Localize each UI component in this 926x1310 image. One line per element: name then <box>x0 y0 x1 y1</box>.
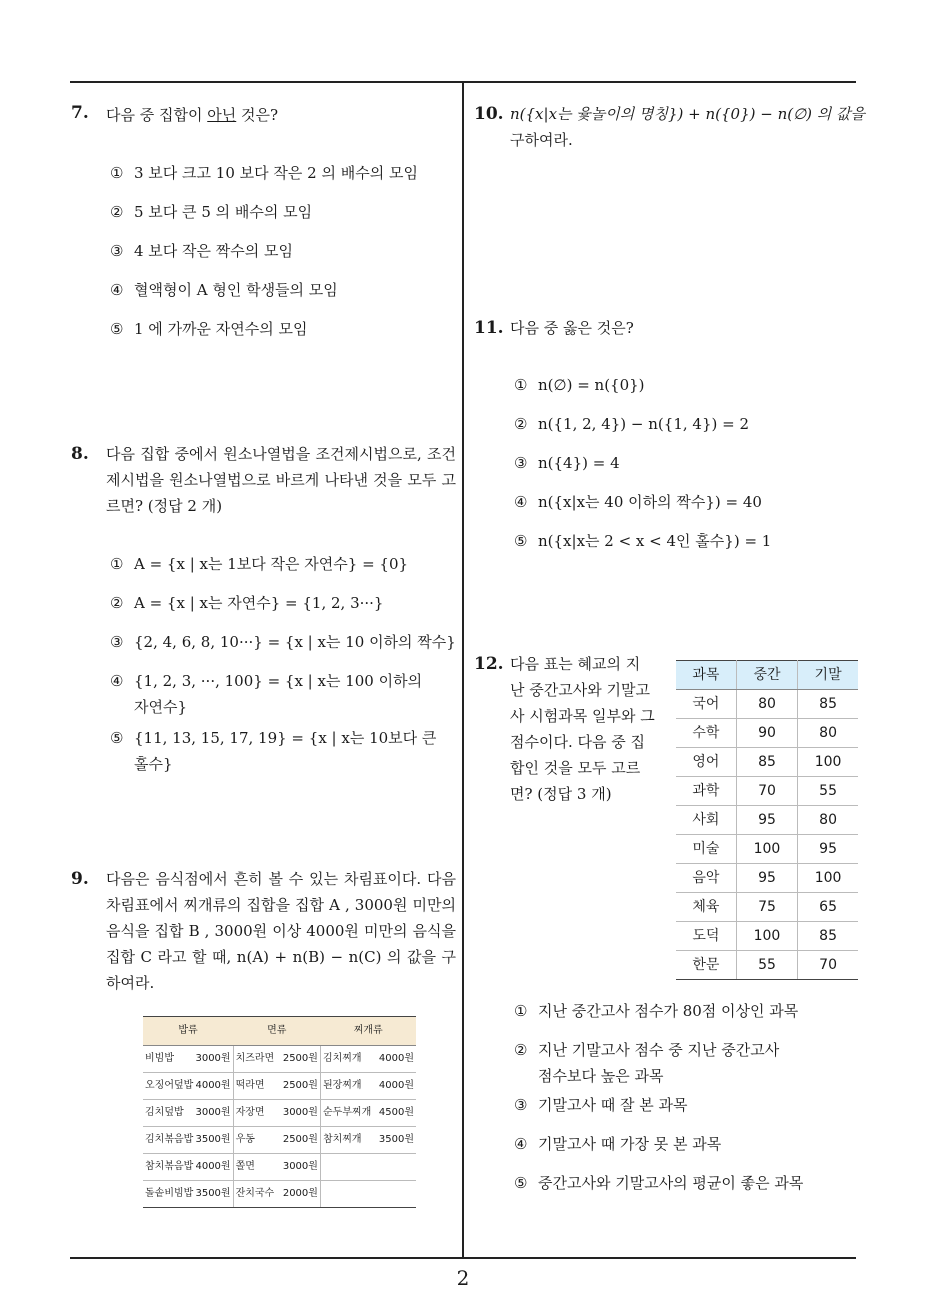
score-midterm: 95 <box>736 806 797 835</box>
menu-item-price: 2500원 <box>282 1080 318 1091</box>
score-midterm: 100 <box>736 922 797 951</box>
q12-number: 12. <box>474 654 504 674</box>
score-subject: 체육 <box>676 893 736 922</box>
q12-text <box>510 651 660 807</box>
menu-header-stew: 찌개류 <box>320 1017 416 1046</box>
q7-option-2[interactable]: ② 5 보다 큰 5 의 배수의 모임 <box>110 203 313 221</box>
q7-text-before: 다음 중 집합이 <box>106 106 208 124</box>
q8-option-3[interactable]: ③ {2, 4, 6, 8, 10···} = {x | x는 10 이하의 짝수} <box>110 633 456 651</box>
score-midterm: 75 <box>736 893 797 922</box>
score-midterm: 85 <box>736 748 797 777</box>
q10-line-2: 구하여라. <box>510 131 573 149</box>
q12-option-1[interactable]: ① 지난 중간고사 점수가 80점 이상인 과목 <box>514 1002 799 1020</box>
q7-option-3[interactable]: ③ 4 보다 작은 짝수의 모임 <box>110 242 294 260</box>
q12-text-line: 다음 표는 혜교의 지 <box>510 655 641 673</box>
score-midterm: 90 <box>736 719 797 748</box>
menu-item-price: 4000원 <box>195 1161 231 1172</box>
q8-option-2[interactable]: ② A = {x | x는 자연수} = {1, 2, 3···} <box>110 594 384 612</box>
score-header-subject: 과목 <box>676 661 736 690</box>
menu-item-name: 떡라면 <box>235 1080 265 1091</box>
menu-item-price: 3500원 <box>195 1134 231 1145</box>
score-midterm: 95 <box>736 864 797 893</box>
menu-item-price: 2500원 <box>282 1134 318 1145</box>
menu-item-price: 3000원 <box>195 1107 231 1118</box>
score-final: 55 <box>798 777 858 806</box>
menu-item-name: 돌솥비빔밥 <box>145 1188 194 1199</box>
menu-item-price: 3000원 <box>195 1053 231 1064</box>
score-midterm: 70 <box>736 777 797 806</box>
score-row <box>676 835 858 864</box>
q9-text: 다음은 음식점에서 흔히 볼 수 있는 차림표이다. 다음 차림표에서 찌개류의 집합을 집합 A , 3000원 미만의 음식을 집합 B , 3000원 이상 4000원 미만의 음식을 집합 C 라고 할 때, n(A) + n(B) − n(C) 의 값을 구하여라. <box>106 870 456 992</box>
score-subject: 미술 <box>676 835 736 864</box>
score-midterm: 55 <box>736 951 797 980</box>
score-subject: 한문 <box>676 951 736 980</box>
menu-item-name: 오징어덮밥 <box>145 1080 194 1091</box>
menu-item-price: 3500원 <box>195 1188 231 1199</box>
score-row <box>676 777 858 806</box>
score-row <box>676 806 858 835</box>
menu-item-name: 된장찌개 <box>322 1080 362 1091</box>
score-subject: 도덕 <box>676 922 736 951</box>
q12-text-line: 난 중간고사와 기말고 <box>510 681 650 699</box>
q12-text-line: 면? (정답 3 개) <box>510 785 612 803</box>
menu-item-name: 순두부찌개 <box>322 1107 372 1118</box>
q12-text-line: 합인 것을 모두 고르 <box>510 759 641 777</box>
score-row <box>676 690 858 719</box>
menu-item-name: 잔치국수 <box>235 1188 275 1199</box>
menu-item-name: 자장면 <box>235 1107 265 1118</box>
menu-item-price: 4000원 <box>195 1080 231 1091</box>
menu-item-price: 4500원 <box>378 1107 414 1118</box>
q11-option-3[interactable]: ③ n({4}) = 4 <box>514 454 620 472</box>
score-subject: 사회 <box>676 806 736 835</box>
q12-option-2[interactable]: ② 지난 기말고사 점수 중 지난 중간고사 점수보다 높은 과목 <box>514 1041 780 1085</box>
q12-option-5[interactable]: ⑤ 중간고사와 기말고사의 평균이 좋은 과목 <box>514 1174 804 1192</box>
score-header-final: 기말 <box>798 661 858 690</box>
q8-option-1[interactable]: ① A = {x | x는 1보다 작은 자연수} = {0} <box>110 555 409 573</box>
q11-text: 다음 중 옳은 것은? <box>510 319 634 337</box>
q7-text-underlined: 아닌 <box>207 106 237 124</box>
q10-line-1: n({x|x는 윷놀이의 명칭}) + n({0}) − n(∅) 의 값을 <box>510 105 866 123</box>
q12-text-line: 사 시험과목 일부와 그 <box>510 707 655 725</box>
score-row <box>676 922 858 951</box>
q7-number: 7. <box>71 103 89 123</box>
menu-item-name: 쫄면 <box>235 1161 255 1172</box>
menu-item-price: 3500원 <box>378 1134 414 1145</box>
score-final: 70 <box>798 951 858 980</box>
score-midterm: 80 <box>736 690 797 719</box>
score-final: 100 <box>798 748 858 777</box>
score-row <box>676 864 858 893</box>
q10-text <box>510 101 866 153</box>
menu-header-rice: 밥류 <box>143 1017 233 1046</box>
q9-number: 9. <box>71 869 89 889</box>
menu-item-name: 우동 <box>235 1134 255 1145</box>
score-table <box>676 660 858 980</box>
menu-header-noodle: 면류 <box>233 1017 320 1046</box>
score-final: 80 <box>798 719 858 748</box>
menu-item-name: 비빔밥 <box>145 1053 174 1064</box>
menu-item-name: 김치볶음밥 <box>145 1134 194 1145</box>
score-row <box>676 719 858 748</box>
bottom-rule <box>70 1257 856 1259</box>
q7-option-1[interactable]: ① 3 보다 크고 10 보다 작은 2 의 배수의 모임 <box>110 164 418 182</box>
q8-option-4[interactable]: ④ {1, 2, 3, ···, 100} = {x | x는 100 이하의 자연수} <box>110 672 423 716</box>
q11-option-2[interactable]: ② n({1, 2, 4}) − n({1, 4}) = 2 <box>514 415 749 433</box>
score-midterm: 100 <box>736 835 797 864</box>
score-subject: 음악 <box>676 864 736 893</box>
score-subject: 영어 <box>676 748 736 777</box>
score-header-row <box>676 661 858 690</box>
menu-item-name: 김치덮밥 <box>145 1107 184 1118</box>
q10-number: 10. <box>474 104 504 124</box>
q7-option-4[interactable]: ④ 혈액형이 A 형인 학생들의 모임 <box>110 281 338 299</box>
score-row <box>676 748 858 777</box>
q12-option-3[interactable]: ③ 기말고사 때 잘 본 과목 <box>514 1096 688 1114</box>
q7-option-5[interactable]: ⑤ 1 에 가까운 자연수의 모임 <box>110 320 308 338</box>
menu-item-name: 참치찌개 <box>322 1134 362 1145</box>
menu-item-price: 3000원 <box>282 1161 318 1172</box>
q11-number: 11. <box>474 318 504 338</box>
menu-item-name: 김치찌개 <box>322 1053 362 1064</box>
q11-option-4[interactable]: ④ n({x|x는 40 이하의 짝수}) = 40 <box>514 493 762 511</box>
menu-item-price: 4000원 <box>378 1080 414 1091</box>
q7-text-after: 것은? <box>236 106 279 124</box>
score-final: 65 <box>798 893 858 922</box>
q12-option-4[interactable]: ④ 기말고사 때 가장 못 본 과목 <box>514 1135 722 1153</box>
page-number: 2 <box>456 1266 470 1290</box>
menu-item-price: 2000원 <box>282 1188 318 1199</box>
q8-number: 8. <box>71 444 89 464</box>
score-final: 95 <box>798 835 858 864</box>
score-row <box>676 893 858 922</box>
score-final: 85 <box>798 690 858 719</box>
score-subject: 수학 <box>676 719 736 748</box>
score-header-midterm: 중간 <box>736 661 797 690</box>
score-final: 80 <box>798 806 858 835</box>
menu-item-price: 2500원 <box>282 1053 318 1064</box>
q12-text-line: 점수이다. 다음 중 집 <box>510 733 645 751</box>
menu-item-name: 참치볶음밥 <box>145 1161 194 1172</box>
score-final: 100 <box>798 864 858 893</box>
menu-item-price: 4000원 <box>378 1053 414 1064</box>
q8-option-5[interactable]: ⑤ {11, 13, 15, 17, 19} = {x | x는 10보다 큰 홀수} <box>110 729 437 773</box>
score-subject: 과학 <box>676 777 736 806</box>
menu-item-name: 치즈라면 <box>235 1053 275 1064</box>
menu-item-price: 3000원 <box>282 1107 318 1118</box>
q11-option-5[interactable]: ⑤ n({x|x는 2 < x < 4인 홀수}) = 1 <box>514 532 772 550</box>
score-row <box>676 951 858 980</box>
score-subject: 국어 <box>676 690 736 719</box>
score-final: 85 <box>798 922 858 951</box>
q8-text: 다음 집합 중에서 원소나열법을 조건제시법으로, 조건제시법을 원소나열법으로 바르게 나타낸 것을 모두 고르면? (정답 2 개) <box>106 445 456 515</box>
q11-option-1[interactable]: ① n(∅) = n({0}) <box>514 376 645 394</box>
